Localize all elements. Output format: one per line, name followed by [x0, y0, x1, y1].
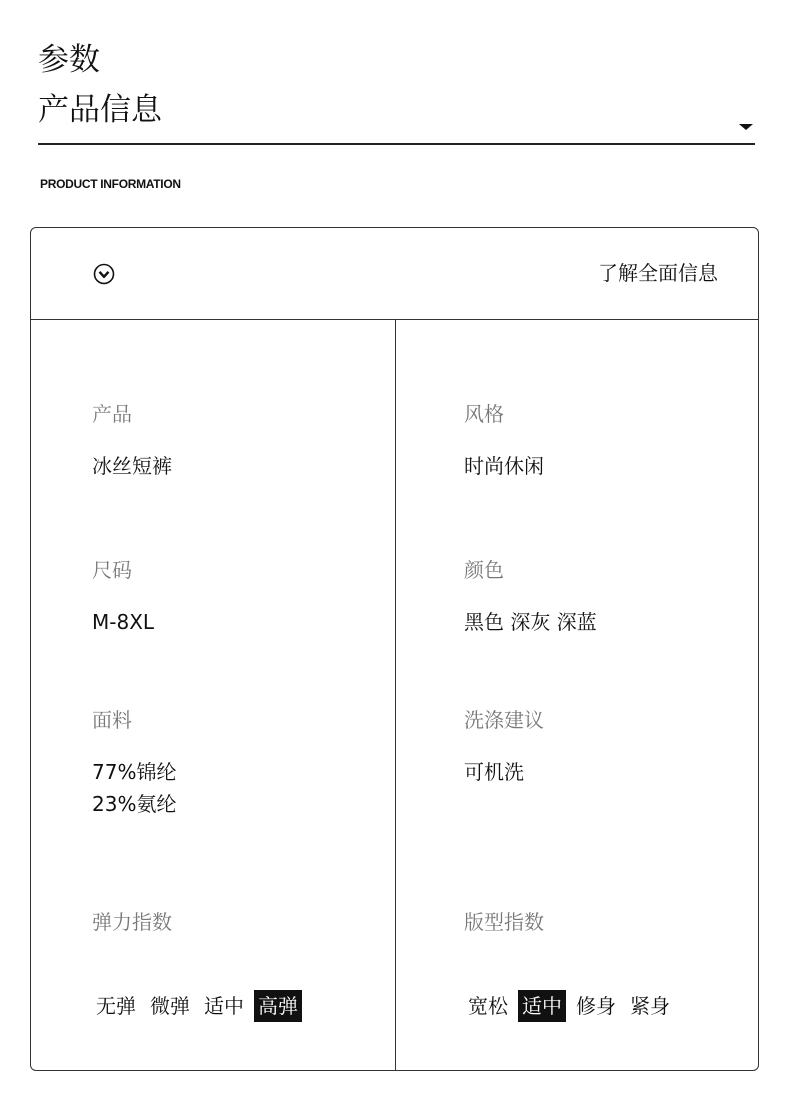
header-divider: [38, 143, 755, 145]
fit-scale: [464, 958, 764, 1022]
elasticity-option: 高弹: [254, 990, 302, 1022]
elasticity-option: 无弹: [96, 994, 136, 1018]
param-wash: [464, 706, 764, 788]
section-title: 参数: [38, 42, 100, 78]
param-label: 产品: [92, 402, 132, 426]
product-info-card: [30, 227, 759, 1071]
param-value: 黑色 深灰 深蓝: [464, 610, 597, 634]
param-product: [92, 400, 392, 482]
param-label: 弹力指数: [92, 910, 172, 934]
section-subtitle-en: PRODUCT INFORMATION: [40, 177, 181, 191]
elasticity-option: 微弹: [150, 994, 190, 1018]
learn-more-link[interactable]: 了解全面信息: [598, 261, 718, 285]
param-label: 版型指数: [464, 910, 544, 934]
param-label: 风格: [464, 402, 504, 426]
elasticity-option: 适中: [204, 994, 244, 1018]
column-divider: [395, 320, 396, 1071]
param-color: [464, 556, 764, 638]
param-value: M-8XL: [92, 610, 155, 634]
page-header: [38, 40, 755, 130]
param-fabric: [92, 706, 392, 820]
fit-option: 紧身: [630, 994, 670, 1018]
param-fit: [464, 908, 764, 1022]
param-value: 77%锦纶 23%氨纶: [92, 760, 177, 816]
param-value: 时尚休闲: [464, 454, 544, 478]
section-subtitle-cn: 产品信息: [38, 92, 162, 128]
param-value: 冰丝短裤: [92, 454, 172, 478]
param-label: 颜色: [464, 558, 504, 582]
fit-option: 修身: [576, 994, 616, 1018]
param-label: 洗涤建议: [464, 708, 544, 732]
chevron-circle-down-icon[interactable]: [93, 263, 115, 285]
param-elasticity: [92, 908, 392, 1022]
card-header[interactable]: [31, 228, 758, 320]
caret-down-icon: [739, 124, 753, 130]
param-label: 尺码: [92, 558, 132, 582]
param-style: [464, 400, 764, 482]
param-label: 面料: [92, 708, 132, 732]
elasticity-scale: [92, 958, 392, 1022]
param-value: 可机洗: [464, 760, 524, 784]
fit-option: 适中: [518, 990, 566, 1022]
param-size: [92, 556, 392, 638]
fit-option: 宽松: [468, 994, 508, 1018]
params-grid: [31, 320, 758, 1071]
